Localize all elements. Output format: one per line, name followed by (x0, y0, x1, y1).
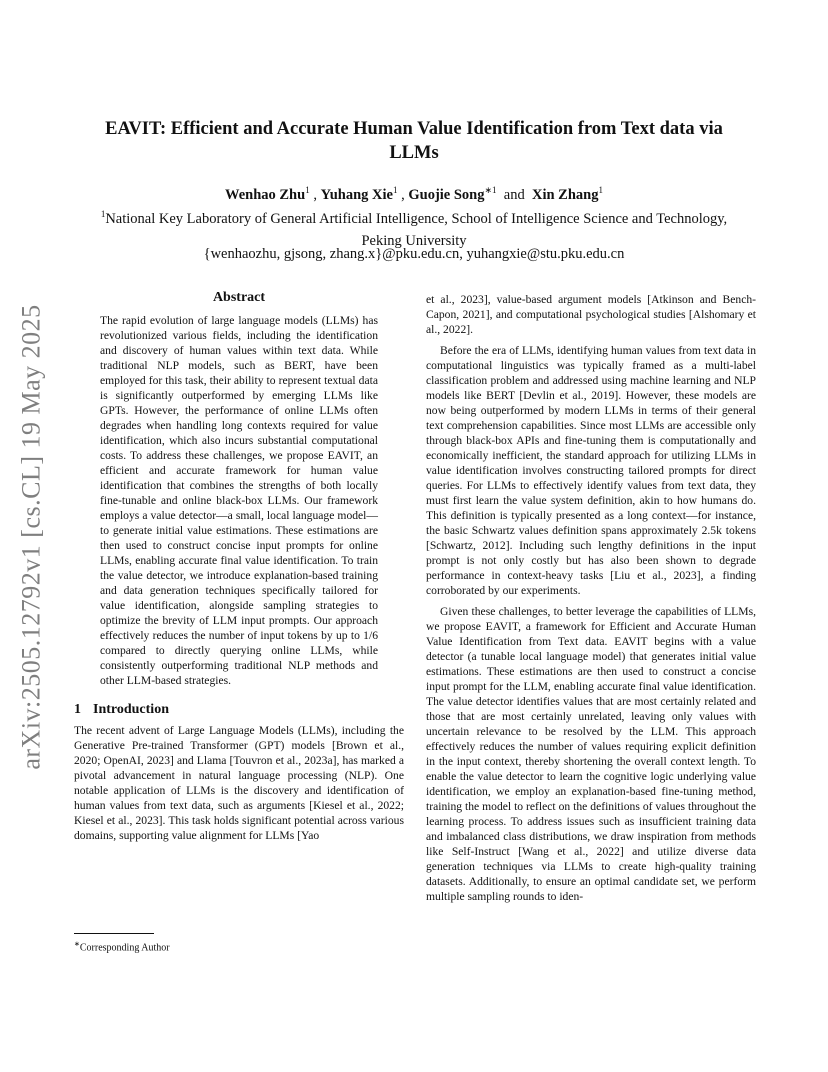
paper-title: EAVIT: Efficient and Accurate Human Value Identification from Text data via LLMs (105, 119, 723, 163)
author-list (80, 180, 748, 205)
left-column (74, 290, 404, 849)
arxiv-identifier-text: arXiv:2505.12792v1 [cs.CL] 19 May 2025 (17, 304, 46, 770)
author-mark: 1 (392, 185, 398, 195)
intro-paragraph: Before the era of LLMs, identifying human values from text data in computational linguistics was typically framed as a multi-label classification problem and addressed using machine learning and NLP models like BERT [Devlin et al., 2019]. However, these models are now being outperformed by modern LLMs in terms of their general text comprehension capabilities. Since most LLMs are accessible only through black-box APIs and fine-tuning them is computationally and economically inefficient, the standard approach for utilizing LLMs in value identification involves constructing tailored prompts for direct queries. For LLMs to effectively identify values from text data, they must first learn the value system definition, akin to how humans do. This definition is typically presented as a long context—for instance, the basic Schwartz values definition spans approximately 2.5k tokens [Schwartz, 2012]. Including such lengthy definitions in the input prompt is not only costly but has also been shown to degrade performance in context-heavy tasks [Liu et al., 2023], a finding corroborated by our experiments. (426, 344, 756, 597)
author-name: Guojie Song (408, 186, 485, 203)
affiliation-text: National Key Laboratory of General Artificial Intelligence, School of Intelligence Science and Technology, Peking University (105, 210, 728, 249)
author-separator: , (309, 186, 321, 203)
abstract-heading: Abstract (212, 290, 266, 305)
author-separator: , (397, 186, 409, 203)
right-column (426, 292, 756, 910)
author-mark: 1 (598, 185, 603, 195)
arxiv-identifier (12, 292, 52, 782)
abstract (74, 313, 404, 688)
author-and: and (503, 186, 525, 203)
intro-paragraph: The recent advent of Large Language Models (LLMs), including the Generative Pre-trained Transformer (GPT) models [Brown et al., 2020; OpenAI, 2023] and Llama [Touvron et al., 2023a], has marked a pivotal advancement in natural language processing (NLP). One notable application of LLMs is the discovery and identification of human values from text data, such as arguments [Kiesel et al., 2022; Kiesel et al., 2023]. This task holds significant potential across various domains, supporting value alignment for LLMs [Yao (74, 724, 404, 842)
footnote (74, 938, 170, 954)
abstract-text: The rapid evolution of large language models (LLMs) has revolutionized various fields, including the identification and discovery of human values within text data. While traditional NLP models, such as BERT, have been employed for this task, their ability to represent textual data is significantly outperformed by emerging LLMs like GPTs. However, the performance of online LLMs often degrades when handling long contexts required for value identification, which also incurs substantial computational costs. To address these challenges, we propose EAVIT, an efficient and accurate framework for human value identification that combines the strengths of both locally fine-tunable and online black-box LLMs. Our framework employs a value detector—a small, local language model—to generate initial value estimations. These estimations are then used to construct concise input prompts for online LLMs, enabling accurate final value identification. To train the value detector, we introduce explanation-based training and data generation techniques specifically tailored for value identification, alongside sampling strategies to optimize the brevity of LLM input prompts. Our approach effectively reduces the number of input tokens by up to 1/6 compared to directly querying online LLMs, while consistently outperforming traditional NLP methods and other LLM-based strategies. (100, 314, 378, 687)
section-title: Introduction (93, 702, 169, 717)
author-name: Wenhao Zhu (225, 186, 306, 203)
section-number: 1 (74, 702, 81, 717)
author-emails: {wenhaozhu, gjsong, zhang.x}@pku.edu.cn, yuhangxie@stu.pku.edu.cn (203, 246, 625, 262)
author-name: Xin Zhang (531, 186, 599, 203)
section-heading (74, 702, 404, 717)
affiliation-mark: 1 (100, 209, 106, 219)
footnote-mark: ∗ (74, 940, 80, 948)
intro-paragraph: Given these challenges, to better leverage the capabilities of LLMs, we propose EAVIT, a framework for Efficient and Accurate Human Value Identification from Text data. EAVIT begins with a value detector (a tunable local language model) that generates initial value estimations. These estimations are then used to construct a concise input prompt for the LLM, enabling accurate final value identification. The value detector identifies values that are most certainly related and those that are most certainly unrelated, leaving only values with uncertain relevance to be resolved by the LLM. This approach effectively reduces the number of values requiring explicit definition in the input context, thereby shortening the overall context length. To enable the value detector to learn the cognitive logic underlying value identification, we employ an explanation-based fine-tuning method, training the model to reflect on the definitions of values throughout the learning process. To address issues such as insufficient training data and imbalanced class distributions, we draw inspiration from methods like Self-Instruct [Wang et al., 2022] and utilize diverse data generation techniques via LLMs to create high-quality training datasets. Additionally, to ensure an optimal candidate set, we perform multiple sampling rounds to iden- (426, 605, 756, 903)
footnote-text: Corresponding Author (79, 942, 170, 954)
author-mark: ∗1 (484, 185, 497, 195)
author-mark: 1 (305, 185, 310, 195)
author-name: Yuhang Xie (320, 186, 393, 203)
intro-paragraph-continued: et al., 2023], value-based argument models [Atkinson and Bench-Capon, 2021], and computational psychological studies [Alshomary et al., 2022]. (426, 293, 756, 336)
footnote-rule (74, 933, 154, 934)
